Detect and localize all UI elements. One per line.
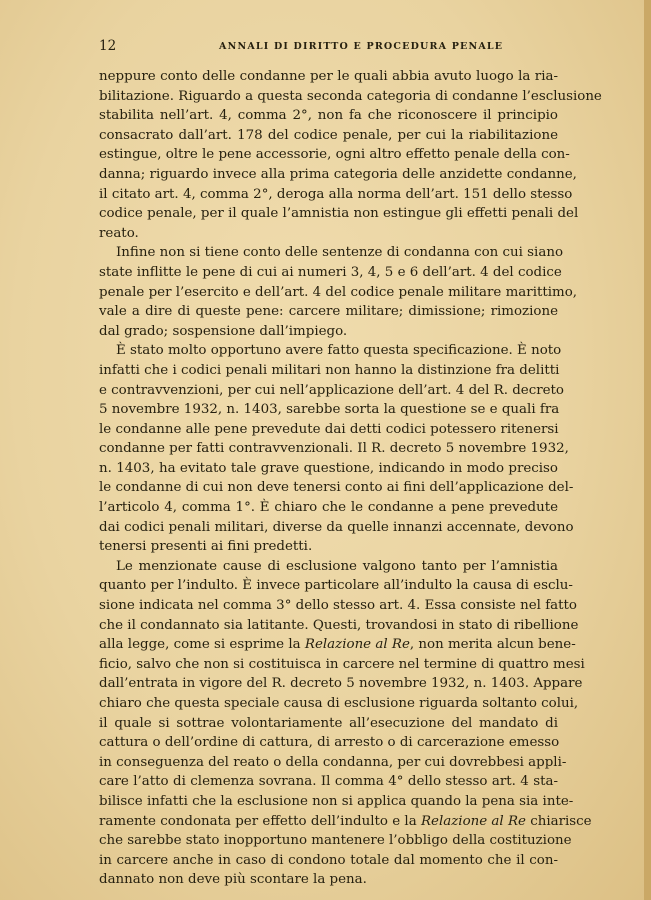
text-line: stabilita nell’art. 4, comma 2°, non fa che riconoscere il principio [99,108,558,124]
text-line: le condanne alle pene prevedute dai detti codici potessero ritenersi [99,421,559,437]
text-line: Infine non si tiene conto delle sentenze di condanna con cui siano [116,245,564,261]
text-line: alla legge, come si esprime la Relazione al Re, non merita alcun bene- [99,637,576,653]
text-line: le condanne di cui non deve tenersi conto ai fini dell’applicazione del- [99,480,574,496]
text-line: cattura o dell’ordine di cattura, di arresto o di carcerazione emesso [99,735,560,751]
text-line: chiaro che questa speciale causa di esclusione riguarda soltanto colui, [99,696,579,711]
running-head: ANNALI DI DIRITTO E PROCEDURA PENALE [219,41,504,52]
page-header [99,38,557,54]
text-line: il citato art. 4, comma 2°, deroga alla norma dell’art. 151 dello stesso [99,186,573,202]
text-line: danna; riguardo invece alla prima categoria delle anzidette condanne, [99,166,577,182]
text-line: sione indicata nel comma 3° dello stesso art. 4. Essa consiste nel fatto [99,598,577,614]
text-line: in conseguenza del reato o della condanna, per cui dovrebbesi appli- [99,754,567,770]
text-line: e contravvenzioni, per cui nell’applicazione dell’art. 4 del R. decreto [99,382,564,398]
text-line: in carcere anche in caso di condono totale dal momento che il con- [99,852,558,868]
text-line: dannato non deve più scontare la pena. [99,872,367,888]
text-line: ficio, salvo che non si costituisca in carcere nel termine di quattro mesi [99,656,585,672]
text-line: neppure conto delle condanne per le quali abbia avuto luogo la ria- [99,69,558,84]
relazione-al-re-title: Relazione al Re [304,637,410,653]
relazione-al-re-title: Relazione al Re [420,813,526,829]
text-line: bilitazione. Riguardo a questa seconda categoria di condanne l’esclusione [99,88,602,104]
text-line: tenersi presenti ai fini predetti. [99,539,313,555]
text-line: condanne per fatti contravvenzionali. Il R. decreto 5 novembre 1932, [99,441,569,457]
text-line: dall’entrata in vigore del R. decreto 5 novembre 1932, n. 1403. Appare [99,676,583,692]
text-line: state inflitte le pene di cui ai numeri 3, 4, 5 e 6 dell’art. 4 del codice [99,264,562,280]
text-line: che il condannato sia latitante. Questi, trovandosi in stato di ribellione [99,617,579,633]
text-line: il quale si sottrae volontariamente all’esecuzione del mandato di [99,715,558,731]
text-line: l’articolo 4, comma 1°. È chiaro che le condanne a pene prevedute [99,500,558,516]
text-line: codice penale, per il quale l’amnistia non estingue gli effetti penali del [99,206,579,222]
text-line: dai codici penali militari, diverse da quelle innanzi accennate, devono [99,519,574,535]
page-number: 12 [99,38,117,54]
text-line: È stato molto opportuno avere fatto questa specificazione. È noto [116,343,562,359]
text-line: consacrato dall’art. 178 del codice penale, per cui la riabilitazione [99,127,558,143]
body-text [99,67,602,890]
text-line: estingue, oltre le pene accessorie, ogni altro effetto penale della con- [99,147,570,163]
text-line: quanto per l’indulto. È invece particolare all’indulto la causa di esclu- [99,578,573,594]
text-line: dal grado; sospensione dall’impiego. [99,323,348,339]
text-line: ramente condonata per effetto dell’indulto e la Relazione al Re chiarisce [99,813,592,829]
text-line: reato. [99,225,139,241]
text-line: che sarebbe stato inopportuno mantenere l’obbligo della costituzione [99,833,572,849]
text-line: bilisce infatti che la esclusione non si applica quando la pena sia inte- [99,793,574,809]
text-line: n. 1403, ha evitato tale grave questione, indicando in modo preciso [99,460,558,476]
text-line: infatti che i codici penali militari non hanno la distinzione fra delitti [99,362,560,378]
text-line: penale per l’esercito e dell’art. 4 del codice penale militare marittimo, [99,284,578,300]
text-line: vale a dire di queste pene: carcere militare; dimissione; rimozione [99,304,558,320]
text-line: Le menzionate cause di esclusione valgono tanto per l’amnistia [116,558,558,574]
text-line: 5 novembre 1932, n. 1403, sarebbe sorta la questione se e quali fra [99,402,560,418]
text-line: care l’atto di clemenza sovrana. Il comma 4° dello stesso art. 4 sta- [99,774,558,790]
